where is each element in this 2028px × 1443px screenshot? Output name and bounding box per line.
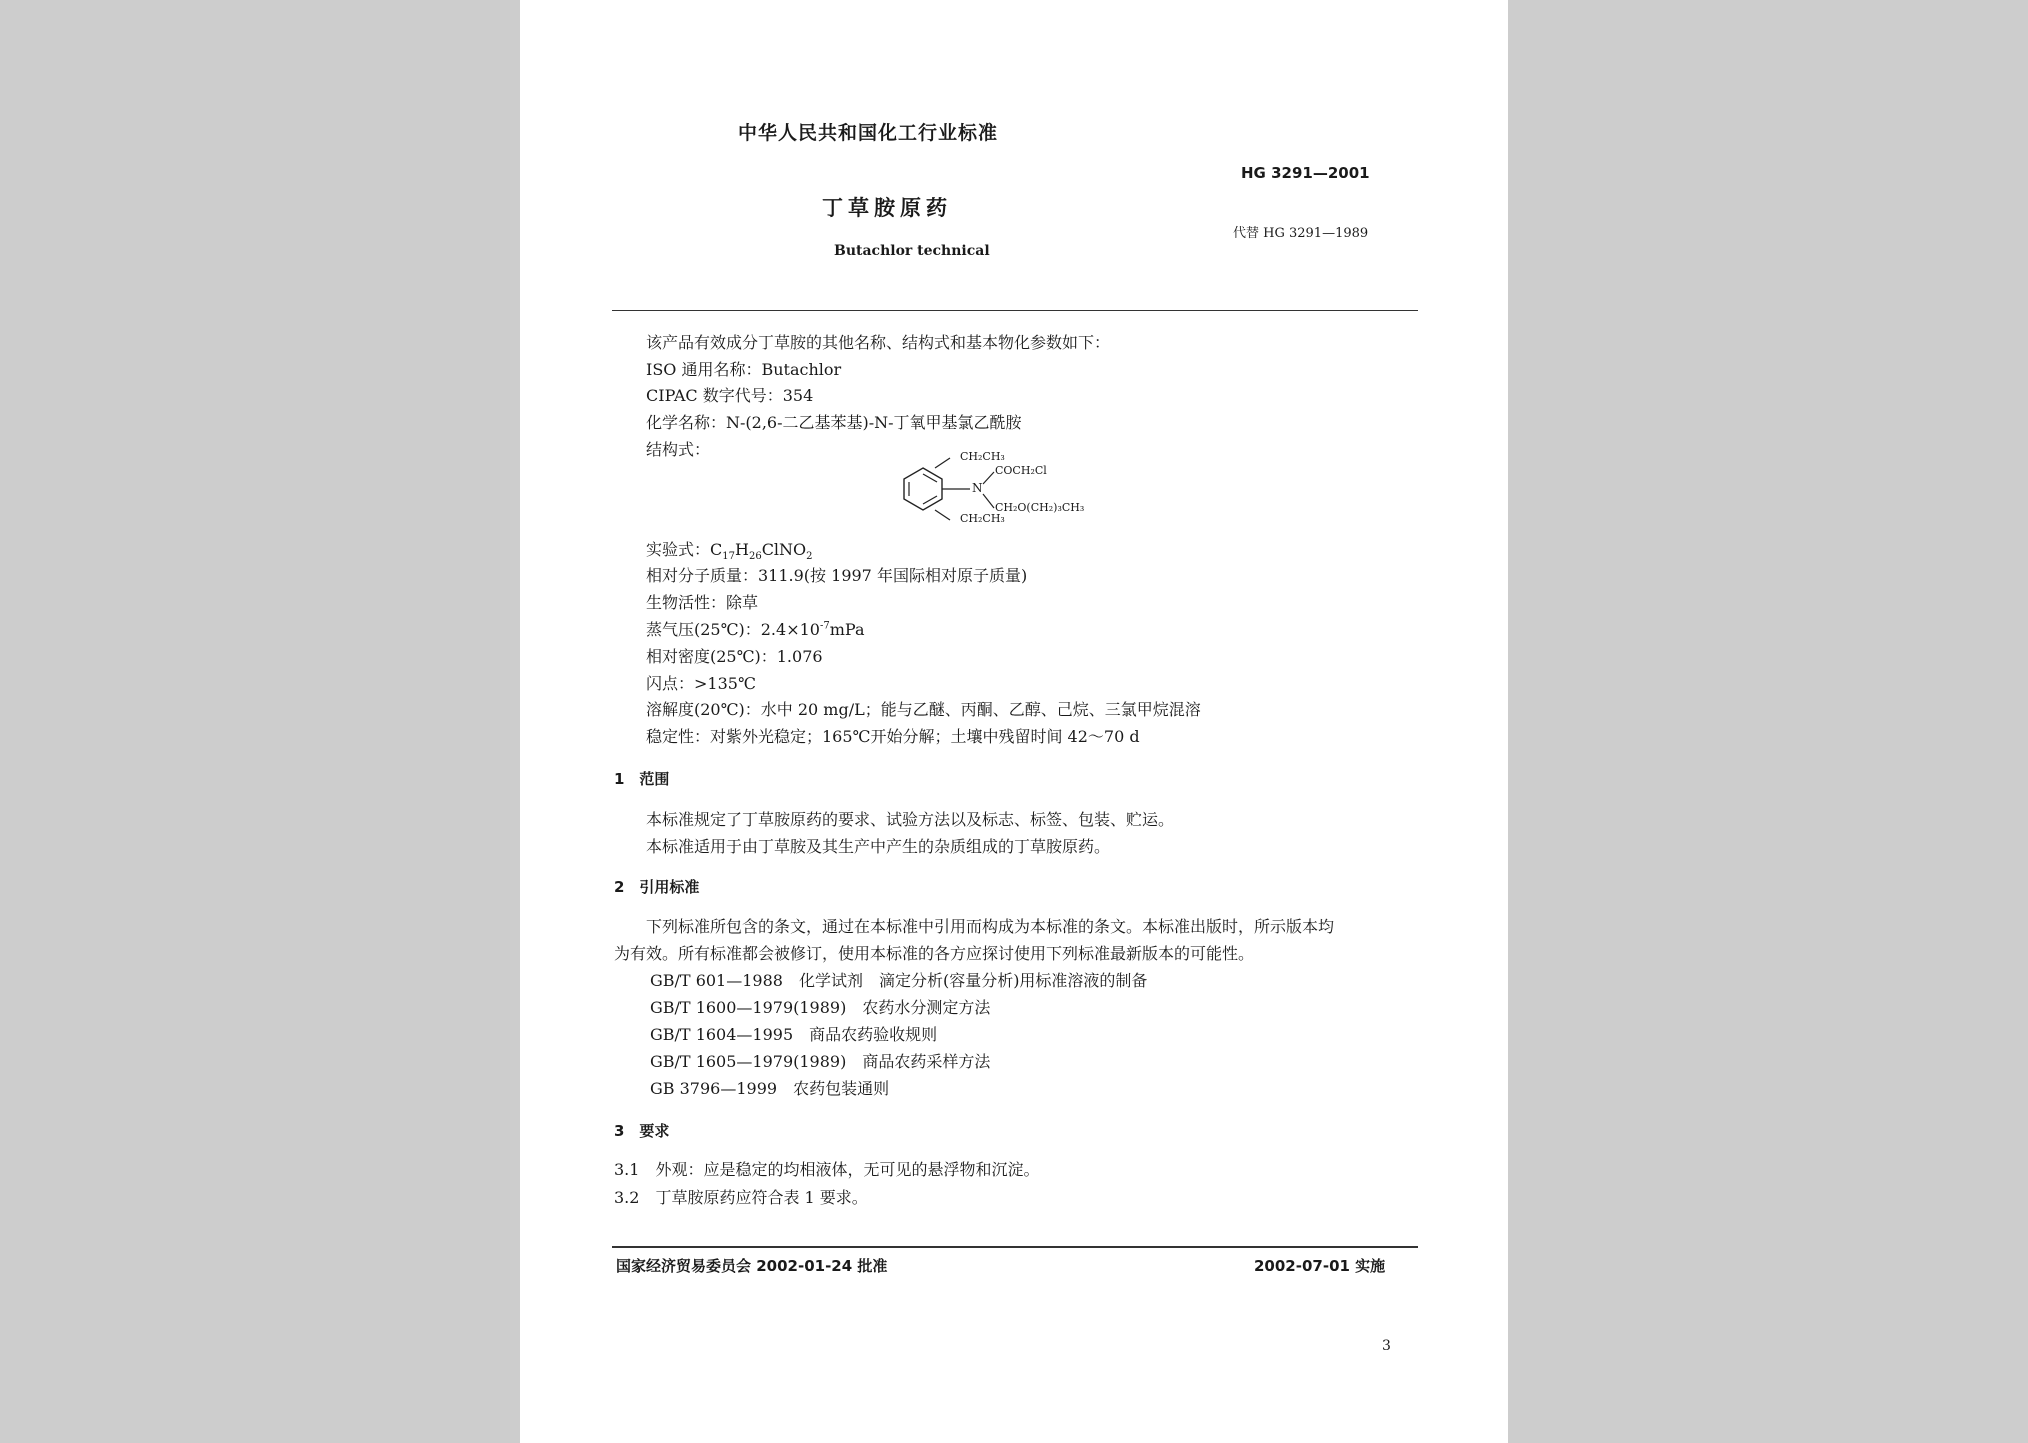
ref-item: GB 3796—1999 农药包装通则	[650, 1079, 890, 1098]
structure-label: 结构式：	[646, 440, 711, 459]
footer-divider	[612, 1246, 1418, 1248]
ref-item: GB/T 1605—1979(1989) 商品农药采样方法	[650, 1052, 991, 1071]
section-3-item-2: 3.2 丁草胺原药应符合表 1 要求。	[614, 1188, 868, 1207]
flash-point: 闪点：>135℃	[646, 674, 756, 693]
section-2-p1-line2: 为有效。所有标准都会被修订，使用本标准的各方应探讨使用下列标准最新版本的可能性。	[614, 944, 1255, 963]
header-divider	[612, 310, 1418, 311]
iso-name: ISO 通用名称：Butachlor	[646, 360, 842, 379]
section-2-heading: 2 引用标准	[614, 878, 700, 896]
approval-line: 国家经济贸易委员会 2002-01-24 批准	[616, 1257, 888, 1275]
ref-item: GB/T 1600—1979(1989) 农药水分测定方法	[650, 998, 991, 1017]
replaces-standard: 代替 HG 3291—1989	[1233, 226, 1369, 241]
bio-activity: 生物活性：除草	[646, 593, 759, 612]
standard-number: HG 3291—2001	[1241, 164, 1370, 182]
ref-item: GB/T 1604—1995 商品农药验收规则	[650, 1025, 938, 1044]
bottom-ethyl-group: CH₂CH₃	[960, 512, 1005, 525]
molecular-weight: 相对分子质量：311.9(按 1997 年国际相对原子质量)	[646, 566, 1028, 585]
doc-title-cn: 丁草胺原药	[822, 196, 952, 220]
formula-prefix: 实验式：	[646, 540, 711, 559]
ether-group: CH₂O(CH₂)₃CH₃	[995, 501, 1085, 514]
chemical-name: 化学名称：N-(2,6-二乙基苯基)-N-丁氧甲基氯乙酰胺	[646, 413, 1022, 432]
empirical-formula: 实验式：$C_{17}H_{26}ClNO_2$	[646, 540, 813, 563]
section-3-item-1: 3.1 外观：应是稳定的均相液体，无可见的悬浮物和沉淀。	[614, 1160, 1040, 1179]
solubility: 溶解度(20℃)：水中 20 mg/L；能与乙醚、丙酮、乙醇、己烷、三氯甲烷混溶	[646, 700, 1201, 719]
section-1-p2: 本标准适用于由丁草胺及其生产中产生的杂质组成的丁草胺原药。	[646, 837, 1111, 856]
page-number: 3	[1382, 1338, 1391, 1354]
section-3-heading: 3 要求	[614, 1122, 670, 1140]
relative-density: 相对密度(25℃)：1.076	[646, 647, 823, 666]
structural-formula	[900, 450, 1260, 530]
nitrogen-atom: N	[972, 481, 983, 495]
section-1-heading: 1 范围	[614, 770, 670, 788]
intro-lead: 该产品有效成分丁草胺的其他名称、结构式和基本物化参数如下：	[646, 333, 1111, 352]
effective-date: 2002-07-01 实施	[1254, 1257, 1386, 1275]
ref-item: GB/T 601—1988 化学试剂 滴定分析(容量分析)用标准溶液的制备	[650, 971, 1148, 990]
org-title: 中华人民共和国化工行业标准	[738, 122, 999, 144]
section-2-p1-line1: 下列标准所包含的条文，通过在本标准中引用而构成为本标准的条文。本标准出版时，所示版本均	[646, 917, 1335, 936]
stability: 稳定性：对紫外光稳定；165℃开始分解；土壤中残留时间 42～70 d	[646, 727, 1140, 746]
top-ethyl-group: CH₂CH₃	[960, 450, 1005, 463]
vapor-pressure: 蒸气压(25℃)：$2.4\times 10^{-7}mPa$	[646, 620, 865, 639]
doc-title-en: Butachlor technical	[834, 243, 990, 259]
acyl-group: COCH₂Cl	[995, 464, 1047, 477]
document-page	[520, 0, 1508, 1443]
cipac-code: CIPAC 数字代号：354	[646, 386, 814, 405]
section-1-p1: 本标准规定了丁草胺原药的要求、试验方法以及标志、标签、包装、贮运。	[646, 810, 1175, 829]
